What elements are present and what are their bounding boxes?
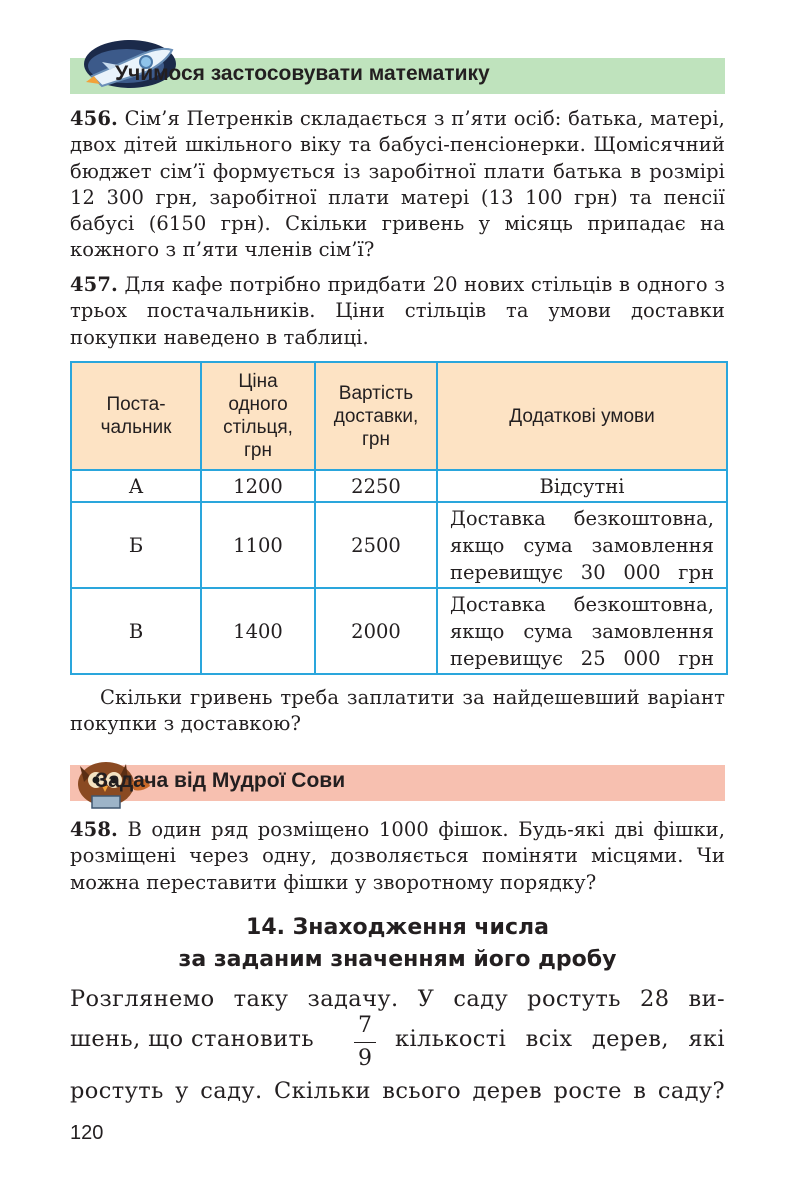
table-cell: В bbox=[71, 588, 201, 674]
intro-line-3: ростуть у саду. Скільки всього дерев росте в саду? bbox=[70, 1078, 725, 1104]
table-header-row bbox=[71, 362, 727, 470]
problem-text: В один ряд розміщено 1000 фішок. Будь-які дві фішки, розміщені через одну, дозволяється поміняти місцями. Чи можна переставити фішки у зворотному порядку? bbox=[70, 818, 725, 894]
page-number: 120 bbox=[70, 1122, 104, 1144]
problem-number: 457. bbox=[70, 273, 118, 296]
table-cell: 2250 bbox=[315, 470, 437, 502]
table-cell: Відсутні bbox=[437, 470, 727, 502]
section-title-owl: Задача від Мудрої Сови bbox=[95, 769, 346, 792]
table-row bbox=[71, 502, 727, 588]
fraction-numerator: 7 bbox=[358, 1013, 372, 1038]
intro-line-2-left: шень, що становить bbox=[70, 1026, 314, 1052]
problem-458 bbox=[70, 817, 725, 896]
table-cell: 1400 bbox=[201, 588, 315, 674]
problem-text: Для кафе потрібно придбати 20 нових стільців в одного з трьох постачальників. Ціни стільців та умови доставки покупки наведено в таблиці. bbox=[70, 273, 725, 349]
table-row bbox=[71, 470, 727, 502]
table-cell: Б bbox=[71, 502, 201, 588]
table-cell: 2500 bbox=[315, 502, 437, 588]
problem-text: Сім’я Петренків складається з п’яти осіб: батька, матері, двох дітей шкільного віку та бабусі-пенсіонерки. Щомісячний бюджет сім’ї формується із заробітної плати батька в розмірі 12 300 грн, заробітної плати матері (13 100 грн) та пенсії бабусі (6150 грн). Скільки гривень у місяць припадає на кожного з п’яти членів сім’ї? bbox=[70, 107, 725, 262]
problem-456 bbox=[70, 106, 725, 264]
section-title-math: Учимося застосовувати математику bbox=[115, 62, 490, 85]
problem-number: 458. bbox=[70, 818, 118, 841]
table-header: Додаткові умови bbox=[437, 362, 727, 470]
suppliers-table bbox=[70, 361, 728, 675]
problem-number: 456. bbox=[70, 107, 118, 130]
table-cell: А bbox=[71, 470, 201, 502]
table-cell: Доставка безкоштовна, якщо сума замовлення перевищує 30 000 грн bbox=[437, 502, 727, 588]
table-row bbox=[71, 588, 727, 674]
table-header: Поста-чальник bbox=[71, 362, 201, 470]
table-header: Ціна одного стільця, грн bbox=[201, 362, 315, 470]
chapter-title-line-2: за заданим значенням його дробу bbox=[178, 947, 617, 972]
table-cell: 2000 bbox=[315, 588, 437, 674]
table-cell: 1200 bbox=[201, 470, 315, 502]
table-cell: 1100 bbox=[201, 502, 315, 588]
table-header: Вартість доставки, грн bbox=[315, 362, 437, 470]
problem-457 bbox=[70, 272, 725, 351]
fraction bbox=[345, 1012, 385, 1073]
fraction-bar bbox=[354, 1042, 376, 1043]
intro-line-1: Розглянемо таку задачу. У саду ростуть 28 ви- bbox=[70, 986, 725, 1012]
chapter-title-line-1: 14. Знаходження числа bbox=[246, 915, 549, 940]
problem-457-question: Скільки гривень треба заплатити за найдешевший варіант покупки з доставкою? bbox=[70, 686, 725, 736]
table-cell: Доставка безкоштовна, якщо сума замовлення перевищує 25 000 грн bbox=[437, 588, 727, 674]
intro-line-2-right: кількості всіх дерев, які bbox=[395, 1026, 725, 1052]
fraction-denominator: 9 bbox=[358, 1046, 372, 1071]
